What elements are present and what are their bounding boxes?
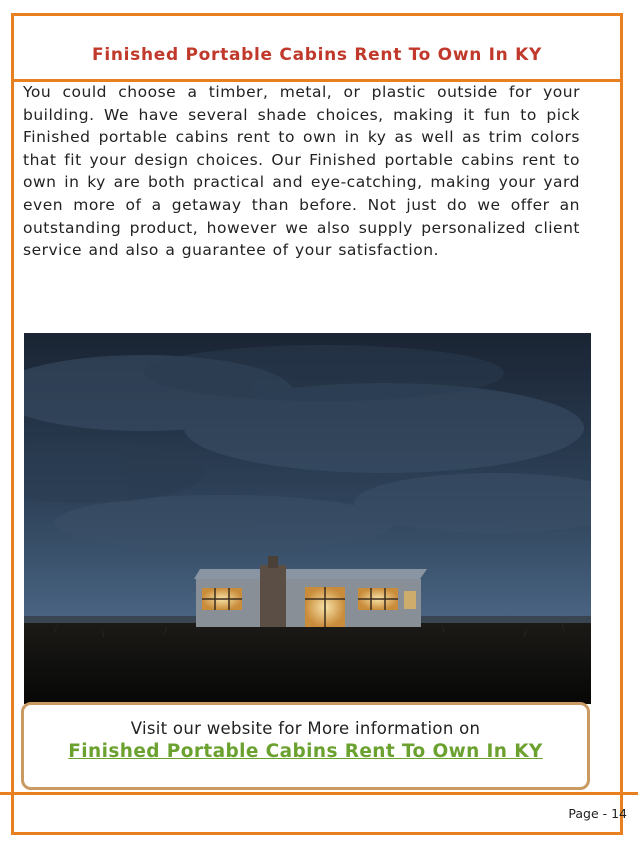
- cta-intro: Visit our website for More information on: [130, 719, 481, 738]
- page-number: Page - 14: [568, 806, 627, 821]
- body-paragraph: You could choose a timber, metal, or plastic outside for your building. We have several shade choices, making it fun to pick Finished portable cabins rent to own in ky as well as trim colors that fit your design choices. Our Finished portable cabins rent to own in ky are both practical and eye-catching, making your yard even more of a getaway than before. Not just do we offer an outstanding product, however we also supply personalized client service and also a guarantee of your satisfaction.: [23, 83, 580, 260]
- cta-link[interactable]: Finished Portable Cabins Rent To Own In KY: [68, 741, 543, 762]
- title-box: [14, 16, 620, 82]
- footer-divider: [0, 792, 638, 795]
- cta-box: [21, 702, 590, 790]
- page-title: Finished Portable Cabins Rent To Own In KY: [92, 44, 542, 65]
- cabin-photo: [24, 333, 591, 704]
